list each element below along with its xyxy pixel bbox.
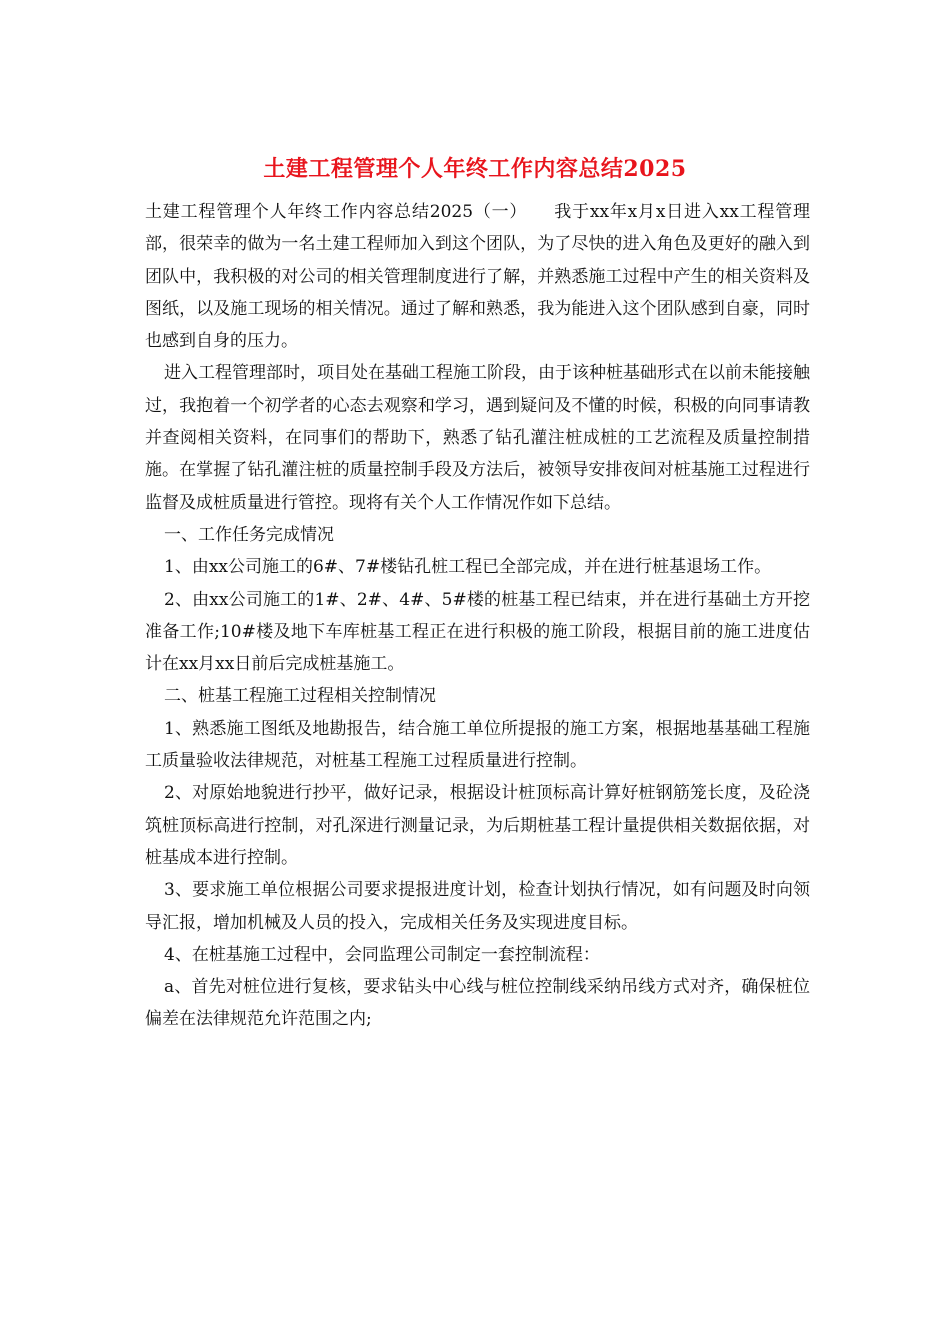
paragraph-control-4a: a、首先对桩位进行复核，要求钻头中心线与桩位控制线采纳吊线方式对齐，确保桩位偏差在法律规范允许范围之内; [145, 977, 810, 1030]
paragraph-task-2: 2、由xx公司施工的1#、2#、4#、5#楼的桩基工程已结束，并在进行基础土方开挖准备工作;10#楼及地下车库桩基工程正在进行积极的施工阶段，根据目前的施工进度估计在xx月xx日前后完成桩基施工。 [145, 589, 810, 675]
paragraph-control-1: 1、熟悉施工图纸及地勘报告，结合施工单位所提报的施工方案，根据地基基础工程施工质量验收法律规范，对桩基工程施工过程质量进行控制。 [145, 718, 810, 772]
section-heading-task-completion: 一、工作任务完成情况 [164, 524, 334, 545]
paragraph-control-3: 3、要求施工单位根据公司要求提报进度计划，检查计划执行情况，如有问题及时向领导汇报，增加机械及人员的投入，完成相关任务及实现进度目标。 [145, 880, 810, 933]
paragraph-background: 进入工程管理部时，项目处在基础工程施工阶段，由于该种桩基础形式在以前未能接触过，我抱着一个初学者的心态去观察和学习，遇到疑问及不懂的时候，积极的向同事请教并查阅相关资料，在同事们的帮助下，熟悉了钻孔灌注桩成桩的工艺流程及质量控制措施。在掌握了钻孔灌注桩的质量控制手段及方法后，被领导安排夜间对桩基施工过程进行监督及成桩质量进行管控。现将有关个人工作情况作如下总结。 [145, 363, 810, 513]
paragraph-control-4: 4、在桩基施工过程中，会同监理公司制定一套控制流程： [164, 944, 600, 965]
document-title: 土建工程管理个人年终工作内容总结2025 [263, 156, 687, 182]
paragraph-control-2: 2、对原始地貌进行抄平，做好记录，根据设计桩顶标高计算好桩钢筋笼长度，及砼浇筑桩顶标高进行控制，对孔深进行测量记录，为后期桩基工程计量提供相关数据依据，对桩基成本进行控制。 [145, 783, 810, 868]
section-heading-pile-control: 二、桩基工程施工过程相关控制情况 [164, 686, 436, 707]
paragraph-intro: 土建工程管理个人年终工作内容总结2025（一） 我于xx年x月x日进入xx工程管理部，很荣幸的做为一名土建工程师加入到这个团队，为了尽快的进入角色及更好的融入到团队中，我积极的对公司的相关管理制度进行了解，并熟悉施工过程中产生的相关资料及图纸，以及施工现场的相关情况。通过了解和熟悉，我为能进入这个团队感到自豪，同时也感到自身的压力。 [145, 202, 810, 352]
paragraph-task-1: 1、由xx公司施工的6#、7#楼钻孔桩工程已全部完成，并在进行桩基退场工作。 [164, 557, 772, 578]
document-body [145, 196, 810, 1036]
